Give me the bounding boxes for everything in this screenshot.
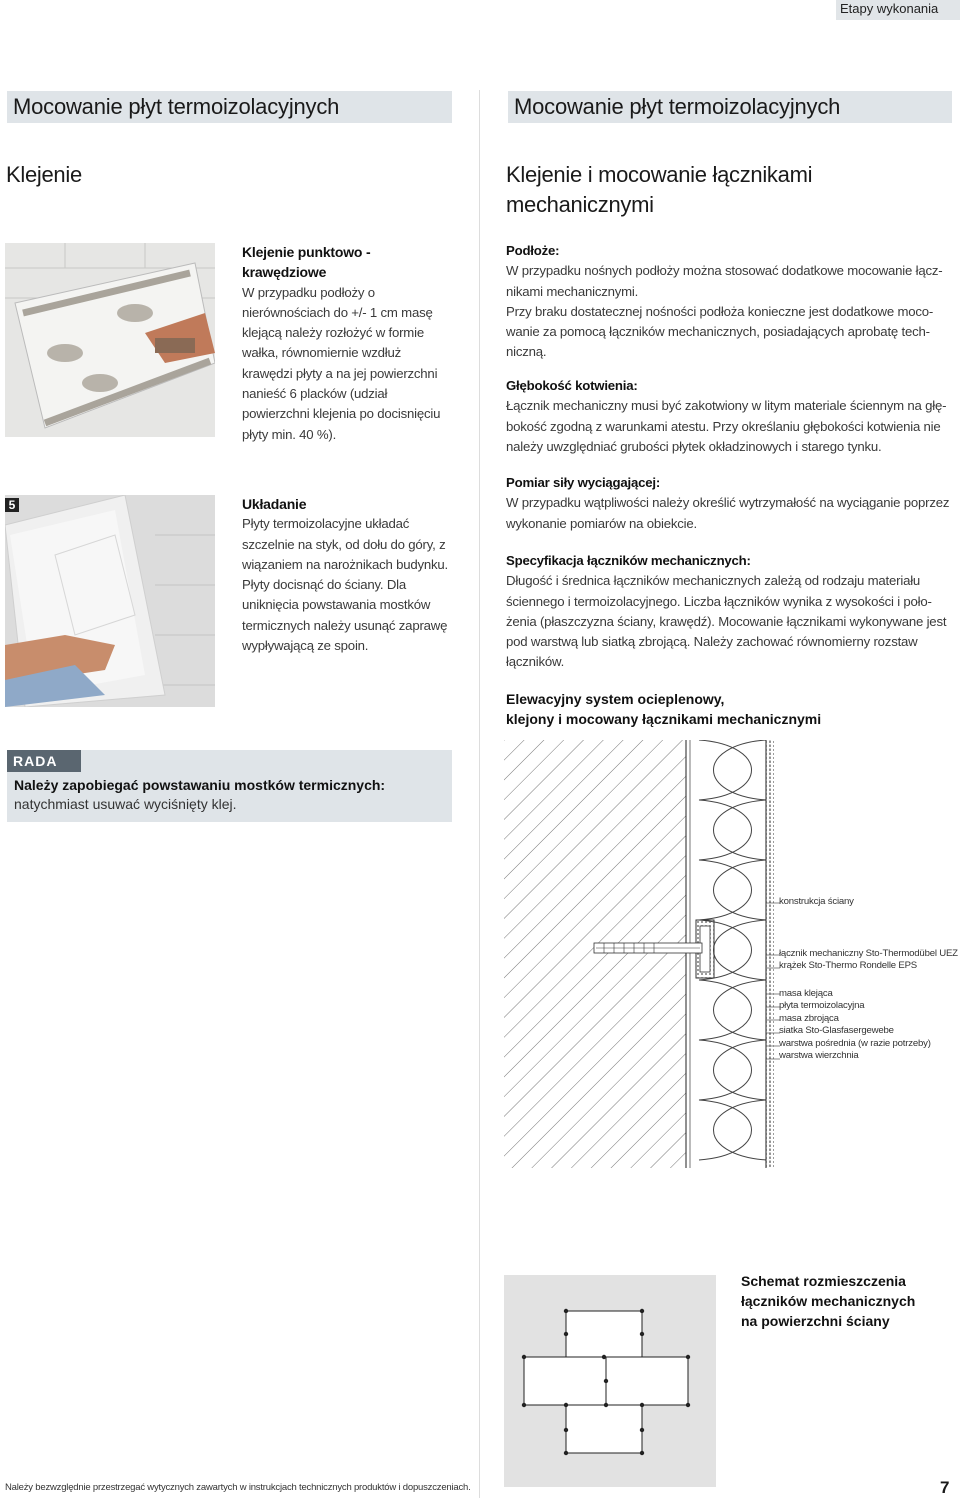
para3-line2: wykonanie pomiarów na obiekcie. bbox=[506, 515, 697, 531]
right-section-band bbox=[508, 91, 952, 123]
right-para-4 bbox=[506, 551, 958, 673]
para2-line3: należy uwzględniać grubości płytek okładzinowych i starego tynku. bbox=[506, 438, 882, 454]
label-layer-3: masa zbrojąca bbox=[779, 1012, 839, 1024]
para1-line5: niczną. bbox=[506, 344, 547, 360]
para2-line1: Łącznik mechaniczny musi być zakotwiony w litym materiale ściennym na głę- bbox=[506, 398, 947, 414]
para4-line5: łączników. bbox=[506, 654, 565, 670]
diagram-caption-line2: klejony i mocowany łącznikami mechanicznymi bbox=[506, 711, 822, 727]
schema-caption-2: łączników mechanicznych bbox=[741, 1293, 916, 1309]
step5-heading: Układanie bbox=[242, 496, 307, 512]
step-number-5: 5 bbox=[5, 498, 19, 512]
para4-heading: Specyfikacja łączników mechanicznych: bbox=[506, 553, 751, 568]
para3-line1: W przypadku wątpliwości należy określić wytrzymałość na wyciąganie poprzez bbox=[506, 495, 950, 511]
leader-lines bbox=[766, 880, 780, 1080]
para4-line2: ściennego i termoizolacyjnego. Liczba łączników wynika z wysokości i poło- bbox=[506, 593, 932, 609]
anchor-schema bbox=[504, 1275, 716, 1487]
section-drawing bbox=[504, 740, 774, 1168]
label-layer-1: masa klejąca bbox=[779, 988, 833, 999]
page-number: 7 bbox=[940, 1478, 950, 1497]
tip-text: natychmiast usuwać wyciśnięty klej. bbox=[14, 796, 237, 812]
right-para-1 bbox=[506, 241, 958, 363]
column-divider bbox=[479, 90, 480, 1498]
right-para-3 bbox=[506, 473, 958, 534]
label-layer-4: siatka Sto-Glasfasergewebe bbox=[779, 1025, 894, 1037]
schema-caption bbox=[741, 1271, 915, 1331]
diagram-caption bbox=[506, 689, 821, 729]
schema-caption-3: na powierzchni ściany bbox=[741, 1313, 890, 1329]
step4-heading: Klejenie punktowo - krawędziowe bbox=[242, 244, 371, 281]
label-anchor bbox=[779, 948, 960, 973]
label-layer-2: płyta termoizolacyjna bbox=[779, 1000, 865, 1012]
para1-line4: wanie za pomocą łączników mechanicznych, posiadających aprobatę tech- bbox=[506, 324, 930, 340]
step4-text: W przypadku podłoży o nierównościach do +/- 1 cm masę klejącą należy rozłożyć w formie wałka, równomiernie wzdłuż krawędzi płyty a na jej powierzchni nanieść 6 placków (udział powierzchni klejenia po docisnięciu płyty min. 40 %). bbox=[242, 284, 441, 442]
label-anchor-1: łącznik mechaniczny Sto-Thermodübel UEZ bbox=[779, 948, 958, 959]
label-wall: konstrukcja ściany bbox=[779, 896, 854, 907]
running-title: Etapy wykonania bbox=[840, 1, 939, 16]
para3-heading: Pomiar siły wyciągającej: bbox=[506, 475, 661, 490]
para1-line3: Przy braku dostatecznej nośności podłoża konieczne jest dodatkowe moco- bbox=[506, 303, 934, 319]
left-section-title: Mocowanie płyt termoizolacyjnych bbox=[13, 94, 340, 119]
diagram-caption-line1: Elewacyjny system ocieplenowy, bbox=[506, 691, 725, 707]
para1-line1: W przypadku nośnych podłoży można stosować dodatkowe mocowanie łącz- bbox=[506, 263, 943, 279]
schema-caption-1: Schemat rozmieszczenia bbox=[741, 1273, 906, 1289]
tip-label: RADA bbox=[7, 750, 81, 772]
para4-line1: Długość i średnica łączników mechanicznych zależą od rodzaju materiału bbox=[506, 573, 921, 589]
photo-gluing bbox=[5, 243, 215, 437]
para2-heading: Głębokość kotwienia: bbox=[506, 378, 638, 393]
tip-box bbox=[7, 750, 452, 822]
footer-note: Należy bezwzględnie przestrzegać wytycznych zawartych w instrukcjach technicznych produktów i dopuszczeniach. bbox=[5, 1482, 471, 1493]
para1-heading: Podłoże: bbox=[506, 243, 560, 258]
label-layer-5: warstwa pośrednia (w razie potrzeby) bbox=[779, 1037, 931, 1049]
para4-line4: pod warstwą lub siatką zbrojącą. Należy zachować równomierny rozstaw bbox=[506, 634, 918, 650]
para4-line3: żenia (płaszczyzna ściany, krawędź). Mocowanie łącznikami wykonywane jest bbox=[506, 613, 947, 629]
tip-bold: Należy zapobiegać powstawaniu mostków termicznych: bbox=[14, 777, 386, 793]
label-layers bbox=[779, 988, 960, 1062]
left-subtitle: Klejenie bbox=[6, 162, 82, 187]
right-para-2 bbox=[506, 376, 958, 457]
label-layer-6: warstwa wierzchnia bbox=[779, 1050, 859, 1062]
step5-text-block bbox=[242, 494, 458, 656]
step5-text: Płyty termoizolacyjne układać szczelnie na styk, od dołu do góry, z wiązaniem na narożnikach budynku. Płyty docisnąć do ściany. Dla uniknięcia powstawania mostków termicznych należy usunąć zaprawę wypływającą ze spoin. bbox=[242, 516, 448, 654]
label-anchor-2: krążek Sto-Thermo Rondelle EPS bbox=[779, 960, 917, 972]
right-subtitle: Klejenie i mocowanie łącznikami mechanicznymi bbox=[506, 162, 813, 217]
para1-line2: nikami mechanicznymi. bbox=[506, 283, 639, 299]
step4-text-block bbox=[242, 242, 462, 445]
para2-line2: bokość zgodną z warunkami atestu. Przy określaniu głębokości kotwienia nie bbox=[506, 418, 941, 434]
left-section-band bbox=[7, 91, 452, 123]
photo-laying bbox=[5, 495, 215, 707]
right-section-title: Mocowanie płyt termoizolacyjnych bbox=[514, 94, 841, 119]
